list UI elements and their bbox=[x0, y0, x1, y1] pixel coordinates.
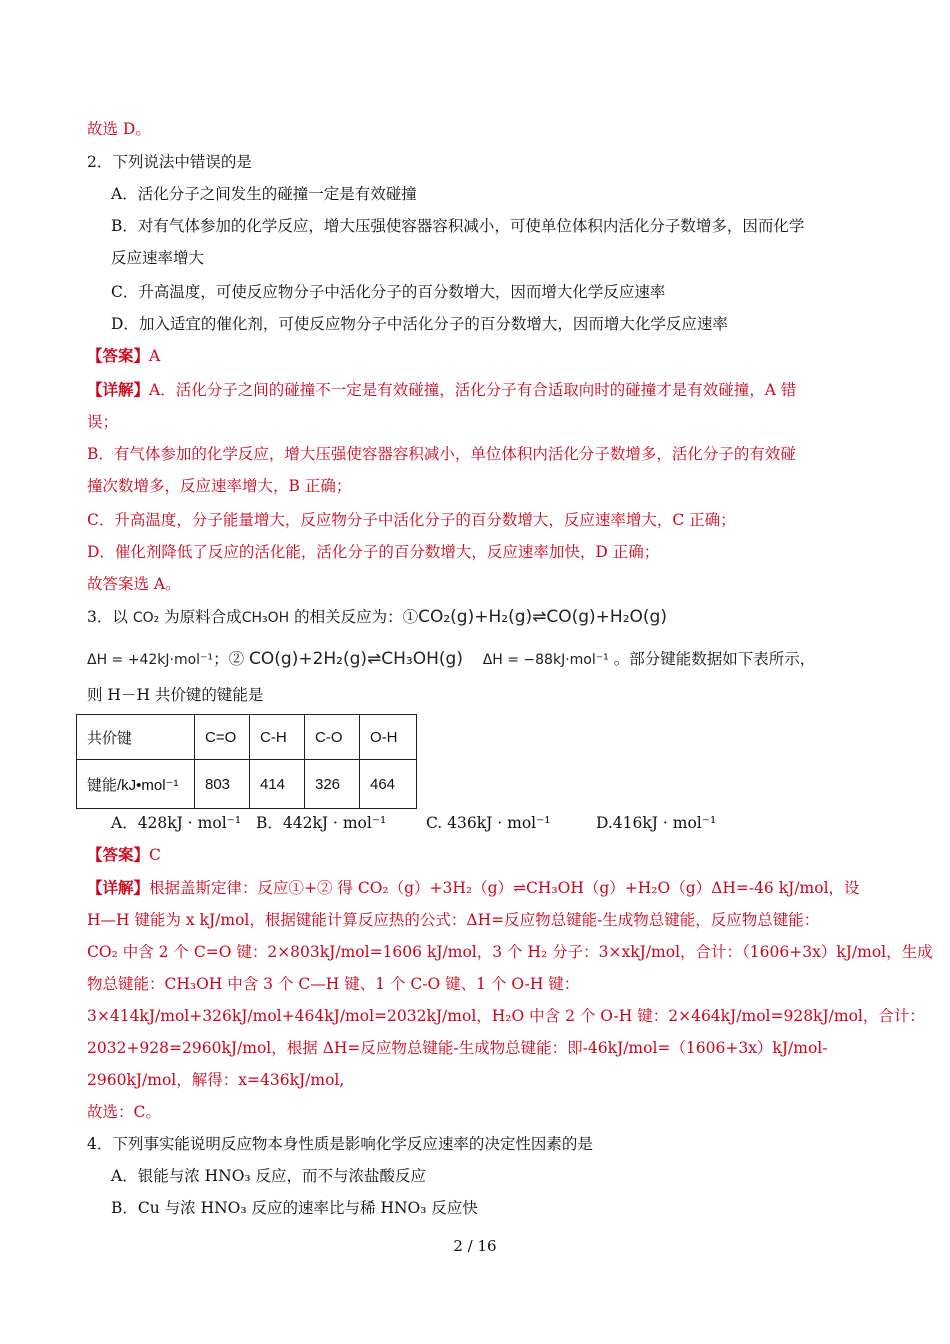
q3-detail-line-5: 3×414kJ/mol+326kJ/mol+464kJ/mol=2032kJ/mol，H₂O 中含 2 个 O-H 键：2×464kJ/mol=928kJ/mol，合计： bbox=[87, 1007, 925, 1025]
q4-stem: 4．下列事实能说明反应物本身性质是影响化学反应速率的决定性因素的是 bbox=[87, 1135, 593, 1153]
bond-energy-table bbox=[76, 714, 417, 809]
q4-option-b: B．Cu 与浓 HNO₃ 反应的速率比与稀 HNO₃ 反应快 bbox=[111, 1199, 478, 1217]
table-cell: 414 bbox=[250, 760, 305, 809]
q3-detail-line-8: 故选：C。 bbox=[87, 1103, 161, 1121]
table-cell: 464 bbox=[360, 760, 417, 809]
q3-stem-line-2 bbox=[87, 648, 815, 671]
reaction-1-enthalpy: ΔH = +42kJ·mol⁻¹ bbox=[87, 652, 214, 668]
q2-option-d: D．加入适宜的催化剂，可使反应物分子中活化分子的百分数增大，因而增大化学反应速率 bbox=[111, 315, 728, 333]
q3-text-3: 。部分键能数据如下表所示， bbox=[613, 650, 816, 668]
q3-detail-line-7: 2960kJ/mol，解得：x=436kJ/mol, bbox=[87, 1071, 345, 1089]
q3-option-a: A．428kJ · mol⁻¹ bbox=[111, 814, 242, 832]
q3-option-d: D.416kJ · mol⁻¹ bbox=[596, 814, 717, 832]
q3-answer bbox=[87, 844, 161, 866]
q2-stem: 2．下列说法中错误的是 bbox=[87, 153, 252, 171]
q2-detail-line-4: 撞次数增多，反应速率增大，B 正确； bbox=[87, 477, 352, 495]
table-cell: 键能/kJ•mol⁻¹ bbox=[77, 760, 195, 809]
q2-answer bbox=[87, 345, 160, 367]
q3-number: 3．以 bbox=[87, 608, 128, 626]
reaction-2-enthalpy: ΔH = −88kJ·mol⁻¹ bbox=[482, 652, 609, 668]
q3-separator: ；② bbox=[213, 650, 245, 668]
ch3oh-formula: CH₃OH bbox=[241, 610, 290, 626]
detail-text: A．活化分子之间的碰撞不一定是有效碰撞，活化分子有合适取向时的碰撞才是有效碰撞，A 错 bbox=[149, 381, 797, 399]
detail-tag: 【详解】 bbox=[87, 380, 150, 399]
table-cell: 326 bbox=[305, 760, 360, 809]
q2-detail-line-7: 故答案选 A。 bbox=[87, 575, 181, 593]
q2-option-b: B．对有气体参加的化学反应，增大压强使容器容积减小，可使单位体积内活化分子数增多，因而化学 bbox=[111, 217, 805, 235]
q3-detail-line-4: 物总键能：CH₃OH 中含 3 个 C—H 键、1 个 C-O 键、1 个 O-H 键： bbox=[87, 975, 580, 993]
table-cell: O-H bbox=[360, 715, 417, 760]
q3-option-b: B．442kJ · mol⁻¹ bbox=[256, 814, 387, 832]
q2-detail-line-1 bbox=[87, 379, 796, 401]
q2-option-a: A．活化分子之间发生的碰撞一定是有效碰撞 bbox=[111, 185, 417, 203]
reaction-2-equation: CO(g)+2H₂(g)⇌CH₃OH(g) bbox=[249, 649, 463, 669]
q2-detail-line-3: B．有气体参加的化学反应，增大压强使容器容积减小，单位体积内活化分子数增多，活化分子的有效碰 bbox=[87, 445, 796, 463]
table-cell: C-O bbox=[305, 715, 360, 760]
detail-text: 根据盖斯定律：反应①+② 得 CO₂（g）+3H₂（g）⇌CH₃OH（g）+H₂O（g）ΔH=-46 kJ/mol，设 bbox=[149, 879, 860, 897]
detail-tag: 【详解】 bbox=[87, 878, 150, 897]
q3-detail-line-6: 2032+928=2960kJ/mol，根据 ΔH=反应物总键能-生成物总键能：即-46kJ/mol=（1606+3x）kJ/mol- bbox=[87, 1039, 828, 1057]
q2-detail-line-6: D．催化剂降低了反应的活化能，活化分子的百分数增大，反应速率加快，D 正确； bbox=[87, 543, 660, 561]
table-row bbox=[77, 760, 417, 809]
q3-text-1: 为原料合成 bbox=[164, 608, 242, 626]
table-row bbox=[77, 715, 417, 760]
table-cell: C=O bbox=[195, 715, 250, 760]
table-cell: C-H bbox=[250, 715, 305, 760]
q2-option-c: C．升高温度，可使反应物分子中活化分子的百分数增大，因而增大化学反应速率 bbox=[111, 283, 666, 301]
q3-option-c: C. 436kJ · mol⁻¹ bbox=[426, 814, 551, 832]
reaction-1-equation: CO₂(g)+H₂(g)⇌CO(g)+H₂O(g) bbox=[418, 607, 667, 627]
q2-option-b-cont: 反应速率增大 bbox=[111, 249, 205, 267]
page-number: 2 / 16 bbox=[453, 1237, 497, 1255]
q2-detail-line-5: C．升高温度，分子能量增大，反应物分子中活化分子的百分数增大，反应速率增大，C 正确； bbox=[87, 511, 736, 529]
q3-detail-line-3: CO₂ 中含 2 个 C=O 键：2×803kJ/mol=1606 kJ/mol，3 个 H₂ 分子：3×xkJ/mol，合计：（1606+3x）kJ/mol，生成 bbox=[87, 943, 933, 961]
q3-text-2: 的相关反应为：① bbox=[294, 608, 419, 626]
q2-detail-line-2: 误； bbox=[87, 413, 119, 431]
q3-detail-line-2: H—H 键能为 x kJ/mol，根据键能计算反应热的公式：ΔH=反应物总键能-生成物总键能，反应物总键能： bbox=[87, 911, 820, 929]
answer-value: A bbox=[149, 347, 161, 365]
table-cell: 803 bbox=[195, 760, 250, 809]
q3-stem-line-3: 则 H－H 共价键的键能是 bbox=[87, 686, 264, 704]
q3-stem-line-1 bbox=[87, 606, 667, 629]
q4-option-a: A．银能与浓 HNO₃ 反应，而不与浓盐酸反应 bbox=[111, 1167, 427, 1185]
co2-formula: CO₂ bbox=[132, 610, 160, 626]
answer-value: C bbox=[149, 846, 161, 864]
answer-tag: 【答案】 bbox=[87, 845, 150, 864]
q3-detail-line-1 bbox=[87, 877, 860, 899]
table-cell: 共价键 bbox=[77, 715, 195, 760]
answer-tag: 【答案】 bbox=[87, 346, 150, 365]
previous-answer: 故选 D。 bbox=[87, 120, 151, 138]
